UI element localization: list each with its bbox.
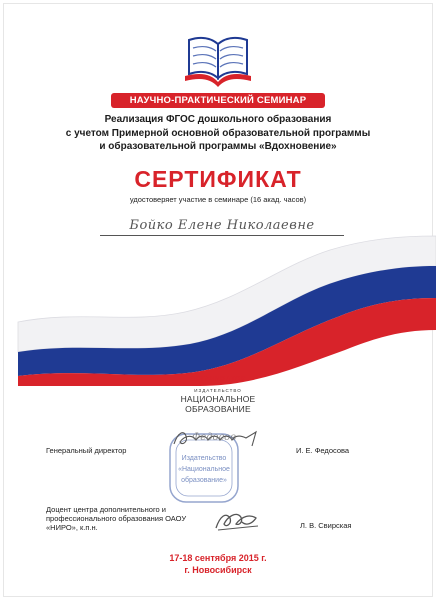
publisher-name-line: НАЦИОНАЛЬНОЕ bbox=[180, 394, 256, 404]
event-dates: 17-18 сентября 2015 г. bbox=[169, 553, 267, 563]
seminar-banner: НАУЧНО-ПРАКТИЧЕСКИЙ СЕМИНАР bbox=[111, 93, 325, 108]
event-city: г. Новосибирск bbox=[184, 565, 252, 575]
organizer-label: ОРГАНИЗАТОР bbox=[190, 376, 246, 383]
stamp-text: «Национальное bbox=[178, 466, 230, 473]
publisher-name-line: ОБРАЗОВАНИЕ bbox=[185, 404, 251, 414]
publisher-small-text: ИЗДАТЕЛЬСТВО bbox=[194, 388, 242, 393]
recipient-underline bbox=[100, 235, 344, 236]
stamp-text: Издательство bbox=[181, 455, 227, 462]
seminar-topic bbox=[30, 113, 406, 154]
certificate-title: СЕРТИФИКАТ bbox=[134, 166, 302, 192]
director-signature bbox=[170, 426, 270, 452]
signature-text: Федосов bbox=[192, 432, 237, 443]
signatory-role: Доцент центра дополнительного и профессионального образования ОАОУ «НИРО», к.п.н. bbox=[46, 505, 187, 532]
topic-line: Реализация ФГОС дошкольного образования bbox=[104, 114, 332, 125]
stamp-text: образование» bbox=[181, 477, 227, 484]
russian-flag-ribbon bbox=[0, 226, 436, 386]
signatory-name: Л. В. Свирская bbox=[300, 521, 352, 530]
certificate-subtitle: удостоверяет участие в семинаре (16 акад. часов) bbox=[129, 195, 307, 204]
lecturer-signature bbox=[212, 506, 262, 534]
recipient-name: Бойко Елене Николаевне bbox=[129, 218, 315, 233]
open-book-logo-icon bbox=[183, 32, 253, 88]
event-date-place bbox=[100, 552, 336, 576]
signatory-name: И. Е. Федосова bbox=[296, 446, 350, 455]
signatory-role: Генеральный директор bbox=[46, 446, 127, 455]
publisher-logo bbox=[150, 387, 286, 414]
topic-line: с учетом Примерной основной образовательной программы bbox=[65, 127, 371, 139]
topic-line: и образовательной программы «Вдохновение» bbox=[99, 141, 337, 152]
